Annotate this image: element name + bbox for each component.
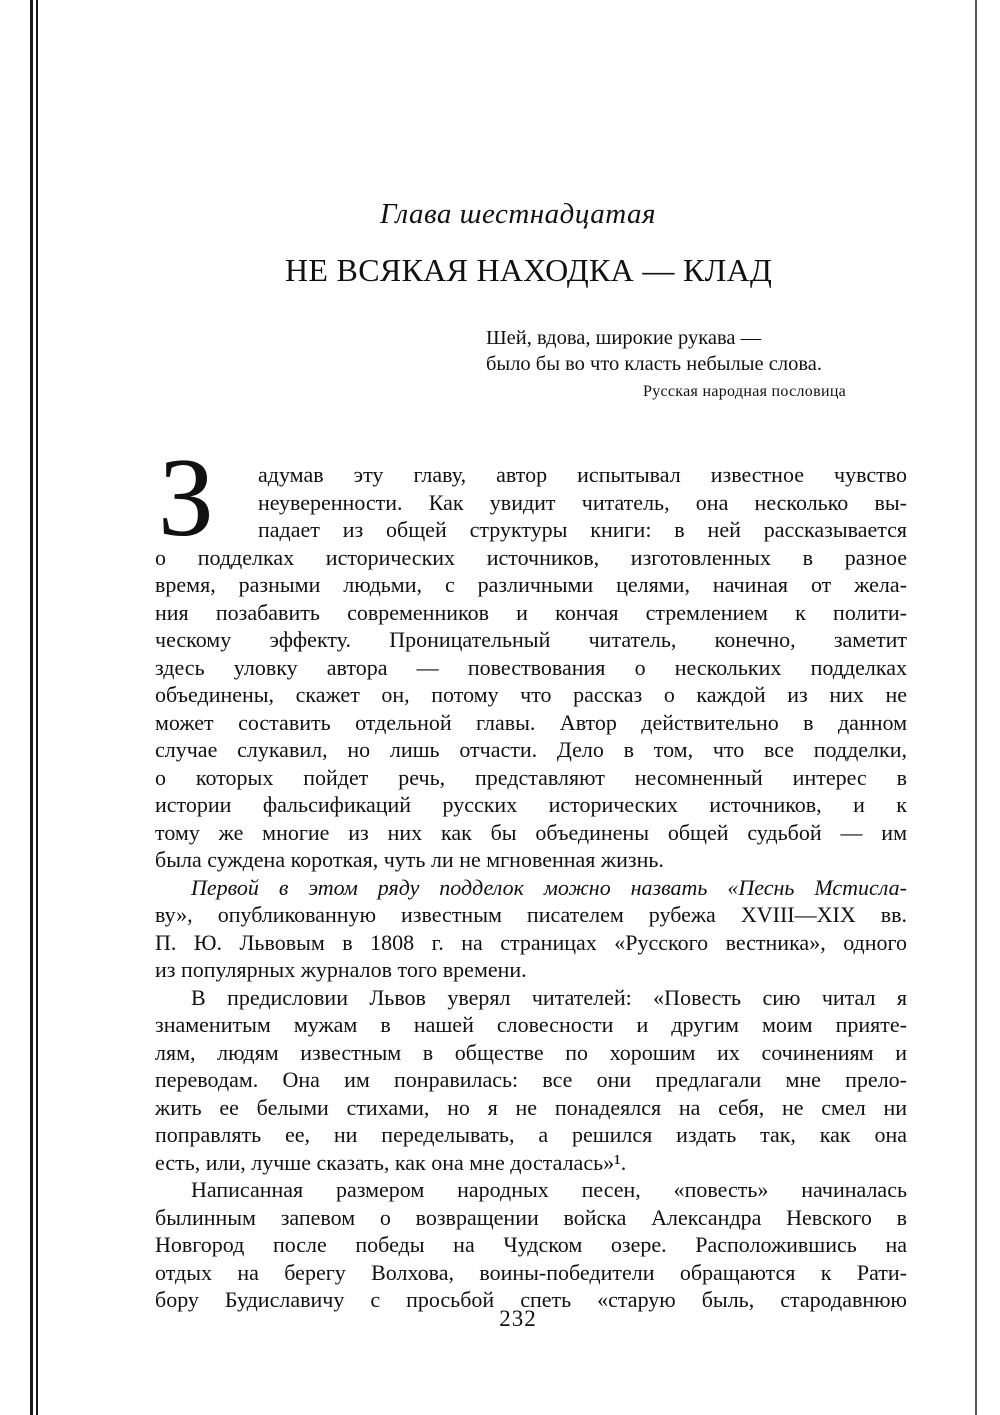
text-line: поправлять ее, ни переделывать, а решился издать так, как она: [155, 1122, 907, 1147]
text-line: здесь уловку автора — повествования о нескольких подделках: [155, 654, 907, 680]
chapter-title: НЕ ВСЯКАЯ НАХОДКА — КЛАД: [285, 252, 773, 288]
paragraph: [155, 461, 907, 1314]
text-line: ния позабавить современников и кончая стремлением к полити-: [155, 599, 907, 625]
text-line: ческому эффекту. Проницательный читатель, конечно, заметит: [155, 627, 907, 652]
page-number: 232: [499, 1306, 537, 1331]
text-line: переводам. Она им понравилась: все они предлагали мне прело-: [155, 1067, 907, 1092]
epigraph-line: было бы во что класть небылые слова.: [486, 353, 822, 375]
drop-cap: З: [158, 436, 215, 560]
text-line: Написанная размером народных песен, «повесть» начиналась: [191, 1177, 907, 1202]
text-line: лям, людям известным в обществе по хорошим их сочинениям и: [155, 1039, 907, 1065]
scan-edge-left-inner: [36, 0, 38, 1415]
text-line: из популярных журналов того времени.: [155, 957, 527, 982]
text-line: падает из общей структуры книги: в ней рассказывается: [258, 517, 907, 542]
scan-edge-right: [975, 0, 977, 1415]
text-line: истории фальсификаций русских исторических источников, и к: [155, 792, 907, 817]
text-line: время, разными людьми, с различными целями, начиная от жела-: [155, 572, 907, 597]
text-line: Первой в этом ряду подделок можно назвать «Песнь Мстисла-: [191, 874, 907, 900]
text-line: о подделках исторических источников, изготовленных в разное: [155, 544, 907, 570]
scan-edge-left-outer: [30, 0, 33, 1415]
text-line: ву», опубликованную известным писателем рубежа XVIII—XIX вв.: [155, 902, 907, 927]
text-line: была суждена короткая, чуть ли не мгновенная жизнь.: [155, 847, 664, 872]
text-line: отдых на берегу Волхова, воины-победители обращаются к Рати-: [155, 1259, 907, 1285]
text-line: былинным запевом о возвращении войска Александра Невского в: [155, 1204, 907, 1230]
text-line: П. Ю. Львовым в 1808 г. на страницах «Русского вестника», одного: [155, 929, 907, 955]
chapter-label: Глава шестнадцатая: [380, 198, 656, 230]
text-line: Новгород после победы на Чудском озере. Расположившись на: [155, 1232, 907, 1257]
text-line: объединены, скажет он, потому что рассказ о каждой из них не: [155, 682, 907, 707]
text-line: жить ее белыми стихами, но я не понадеялся на себя, не смел ни: [155, 1094, 907, 1120]
text-line: неуверенности. Как увидит читатель, она несколько вы-: [258, 489, 907, 515]
text-line: о которых пойдет речь, представляют несомненный интерес в: [155, 764, 907, 790]
text-line: бору Будиславичу с просьбой спеть «старую быль, стародавнюю: [155, 1287, 907, 1312]
epigraph-source: Русская народная пословица: [643, 383, 847, 400]
text-line: адумав эту главу, автор испытывал известное чувство: [258, 462, 907, 487]
text-line: случае слукавил, но лишь отчасти. Дело в том, что все подделки,: [155, 737, 907, 762]
text-line: может составить отдельной главы. Автор действительно в данном: [155, 709, 907, 735]
text-line: В предисловии Львов уверял читателей: «Повесть сию читал я: [191, 984, 907, 1010]
epigraph: [486, 325, 906, 377]
text-line: знаменитым мужам в нашей словесности и другим моим прияте-: [155, 1012, 907, 1037]
text-line: тому же многие из них как бы объединены общей судьбой — им: [155, 819, 907, 845]
text-line: есть, или, лучше сказать, как она мне досталась»¹.: [155, 1149, 627, 1175]
epigraph-line: Шей, вдова, широкие рукава —: [486, 327, 762, 349]
